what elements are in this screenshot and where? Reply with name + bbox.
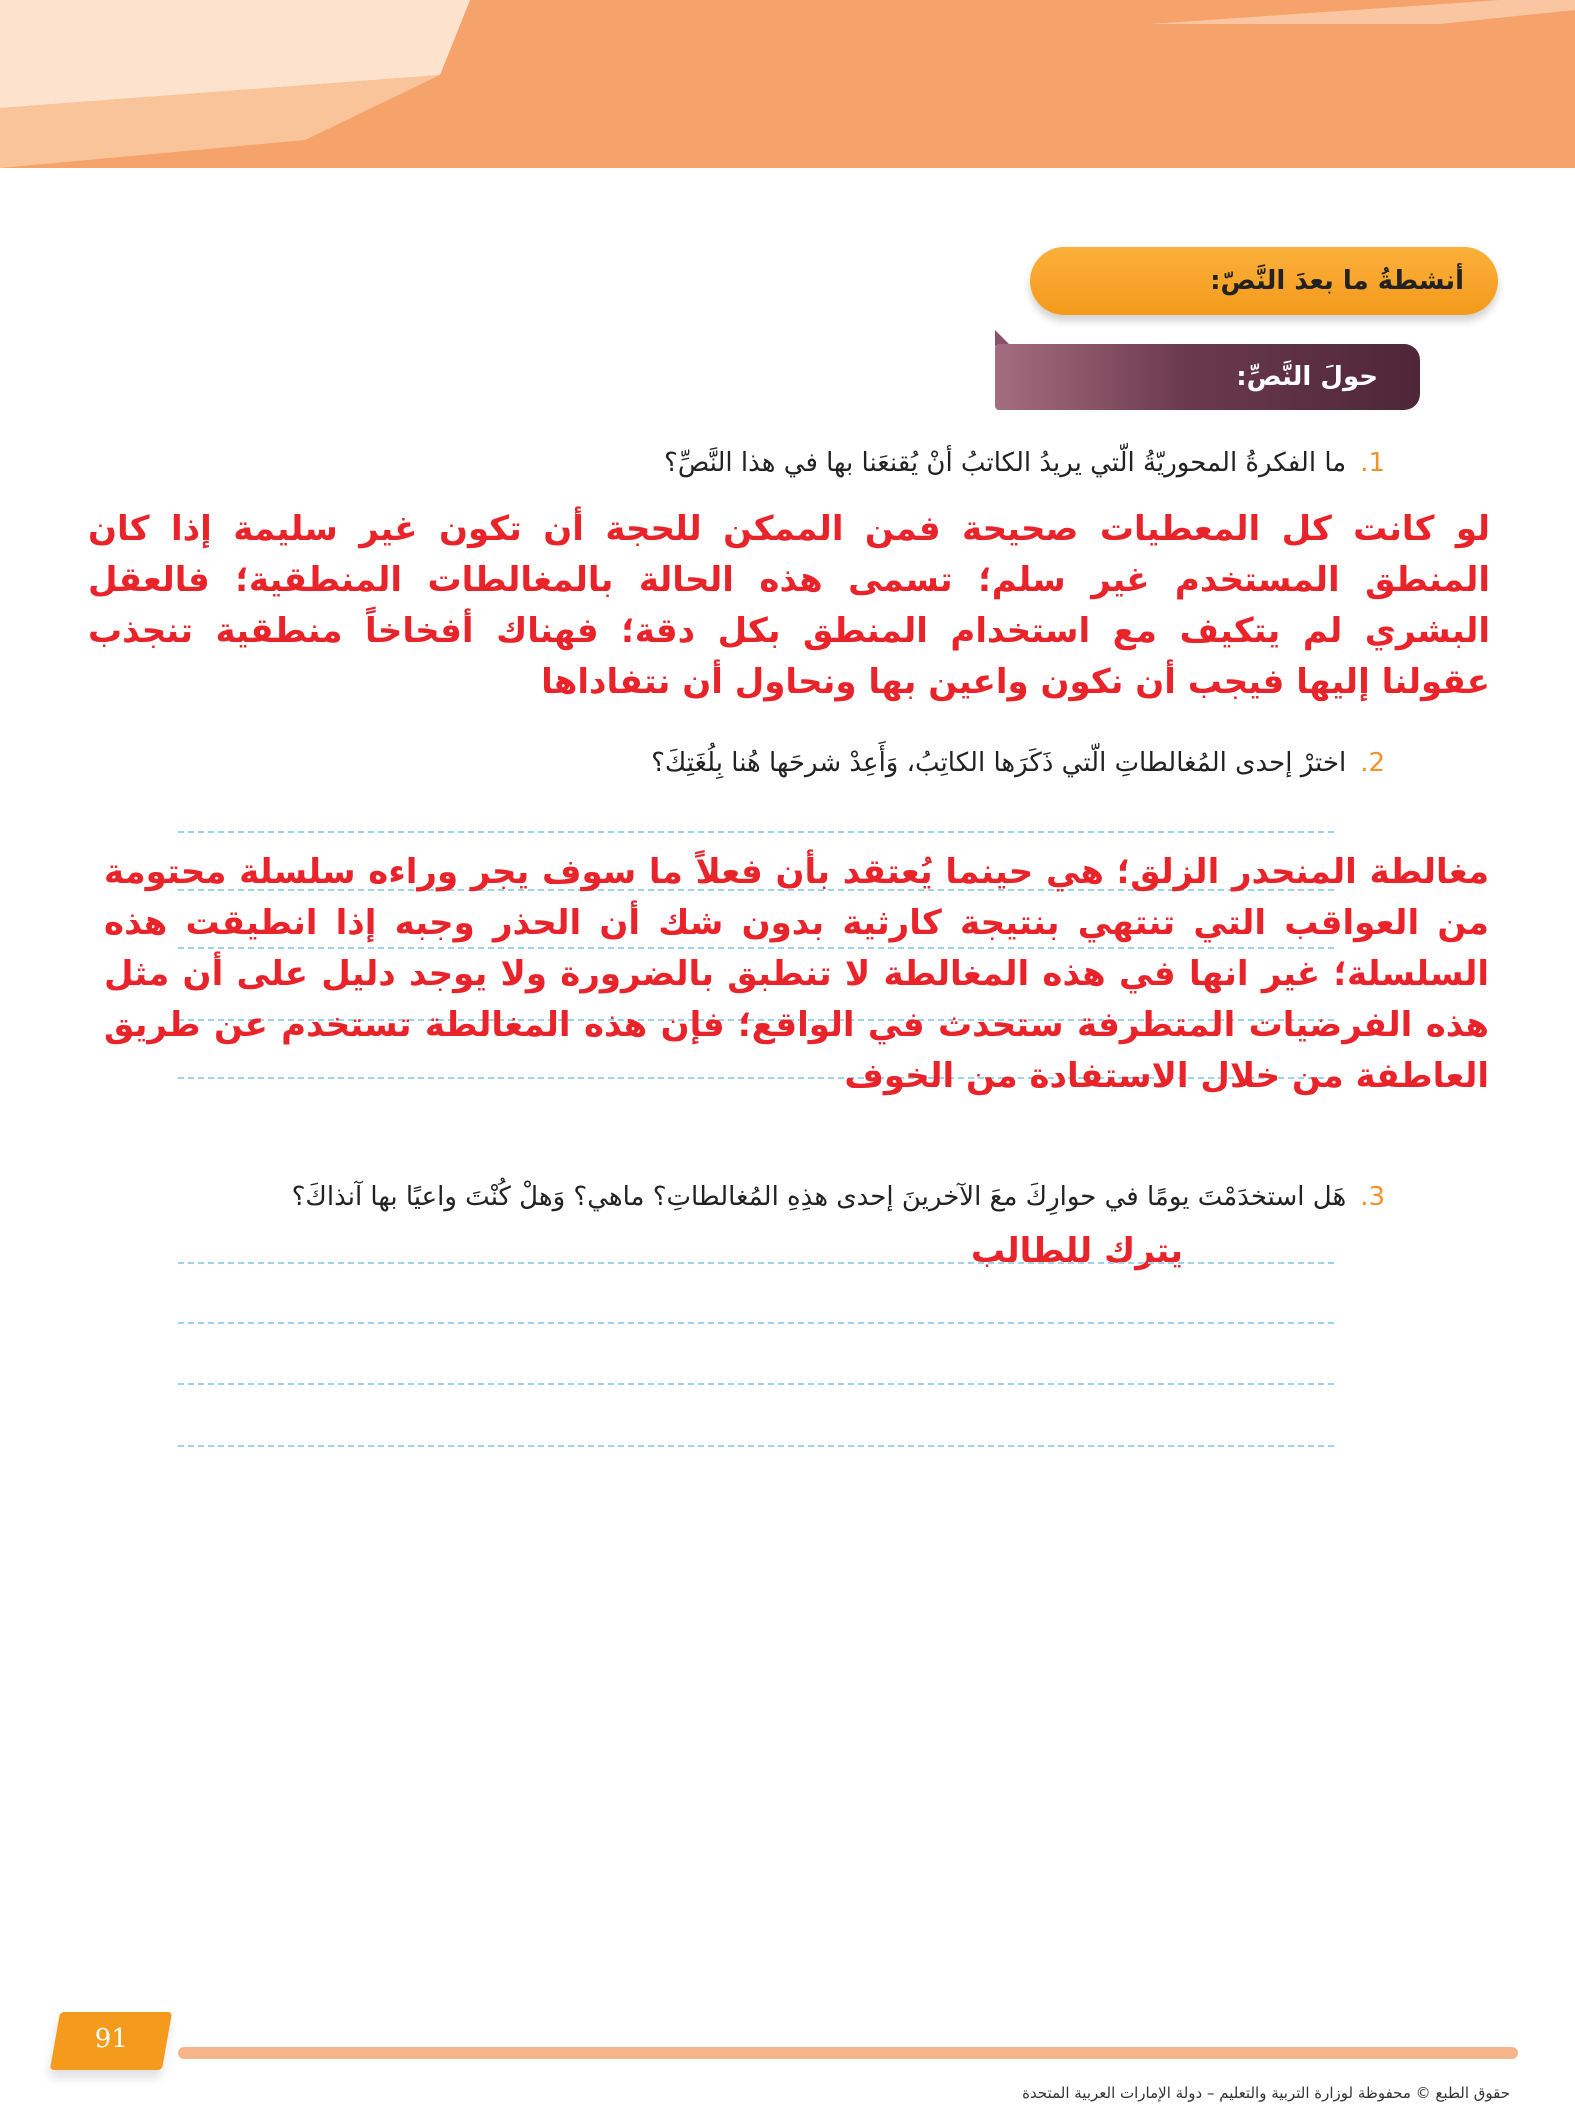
answer-line	[178, 1262, 1334, 1264]
page-number-badge	[50, 2012, 172, 2070]
question-number: 3.	[1360, 1182, 1385, 1212]
subtitle-tab	[995, 344, 1420, 410]
answer-line	[178, 1383, 1334, 1385]
answer-3: يترك للطالب	[970, 1231, 1183, 1271]
question-1	[664, 448, 1385, 478]
question-text: ما الفكرةُ المحوريّةُ الّتي يريدُ الكاتبُ أنْ يُقنعَنا بها في هذا النَّصِّ؟	[664, 448, 1347, 478]
question-2	[651, 748, 1385, 778]
answer-2: مغالطة المنحدر الزلق؛ هي حينما يُعتقد بأن فعلاً ما سوف يجر وراءه سلسلة محتومة من العواقب التي تنتهي بنتيجة كارثية بدون شك أن الحذر وجبه إذا انطيقت هذه السلسلة؛ غير انها في هذه المغالطة لا تنطبق بالضرورة ولا يوجد دليل على أن مثل هذه الفرضيات المتطرفة ستحدث في الواقع؛ فإن هذه المغالطة تستخدم عن طريق العاطفة من خلال الاستفادة من الخوف	[104, 852, 1489, 1096]
header-banner	[0, 0, 1575, 168]
section-title: أنشطةُ ما بعدَ النَّصّ:	[1210, 266, 1464, 296]
subtitle: حولَ النَّصِّ:	[1236, 362, 1378, 392]
answer-line	[178, 831, 1334, 833]
page-number: 91	[94, 2024, 128, 2054]
question-3	[292, 1182, 1385, 1212]
answer-line	[178, 1445, 1334, 1447]
question-number: 2.	[1360, 748, 1385, 778]
answer-1: لو كانت كل المعطيات صحيحة فمن الممكن للحجة أن تكون غير سليمة إذا كان المنطق المستخدم غير سلم؛ تسمى هذه الحالة بالمغالطات المنطقية؛ فالعقل البشري لم يتكيف مع استخدام المنطق بكل دقة؛ فهناك أفخاخاً منطقية تنجذب عقولنا إليها فيجب أن نكون واعين بها ونحاول أن نتفاداها	[88, 509, 1490, 702]
question-number: 1.	[1360, 448, 1385, 478]
question-text: هَل استخدَمْتَ يومًا في حوارِكَ معَ الآخرينَ إحدى هذِهِ المُغالطاتِ؟ ماهي؟ وَهلْ كُنْتَ واعيًا بها آنذاكَ؟	[291, 1182, 1347, 1212]
footer-bar	[178, 2047, 1518, 2059]
section-title-pill	[1030, 247, 1498, 315]
copyright-notice: حقوق الطبع © محفوظة لوزارة التربية والتعليم – دولة الإمارات العربية المتحدة	[1022, 2084, 1510, 2102]
answer-line	[178, 1322, 1334, 1324]
question-text: اخترْ إحدى المُغالطاتِ الّتي ذَكَرَها الكاتِبُ، وَأَعِدْ شرحَها هُنا بِلُغَتِكَ؟	[651, 748, 1347, 778]
